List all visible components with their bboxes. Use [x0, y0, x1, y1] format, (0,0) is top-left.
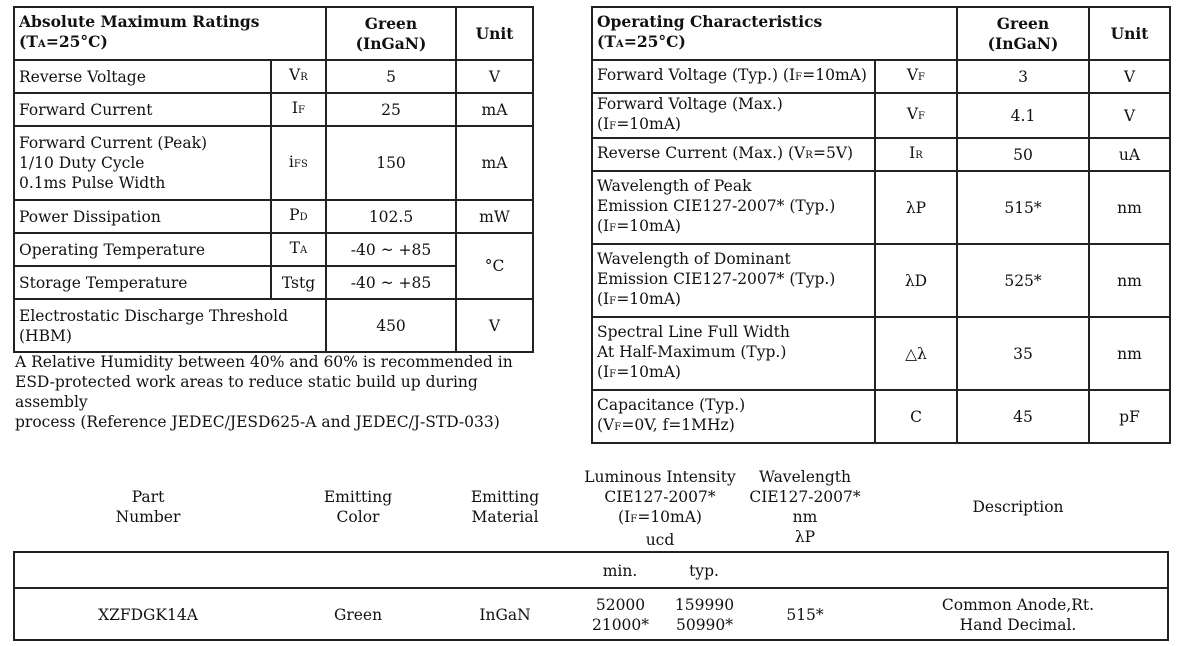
table-row: Wavelength of Peak Emission CIE127-2007* (Typ.) (IF=10mA) λP 515* nm: [592, 171, 1170, 244]
row-divider: [13, 551, 1169, 553]
wavelength-value: 515*: [786, 606, 824, 624]
absolute-max-ratings-table: [13, 6, 534, 353]
header-min: min.: [602, 562, 638, 580]
header-part-number: Part Number: [115, 488, 181, 526]
description: Common Anode,Rt. Hand Decimal.: [941, 596, 1095, 634]
table-row: Storage Temperature Tstg -40 ~ +85: [14, 266, 533, 299]
table-row: Capacitance (Typ.) (VF=0V, f=1MHz) C 45 pF: [592, 390, 1170, 443]
table-row: Electrostatic Discharge Threshold (HBM) 450 V: [14, 299, 533, 352]
table-row: Forward Voltage (Max.) (IF=10mA) VF 4.1 V: [592, 93, 1170, 138]
emitting-material: InGaN: [479, 606, 531, 624]
table-row: Power Dissipation PD 102.5 mW: [14, 200, 533, 233]
luminous-typ: 159990 50990*: [674, 596, 735, 634]
row-divider: [13, 587, 1169, 589]
header-description: Description: [972, 498, 1064, 516]
table-row: Wavelength of Dominant Emission CIE127-2007* (Typ.) (IF=10mA) λD 525* nm: [592, 244, 1170, 317]
table-row: Reverse Voltage VR 5 V: [14, 60, 533, 93]
opc-unit-header: Unit: [1089, 7, 1170, 60]
esd-note: A Relative Humidity between 40% and 60% is recommended in ESD-protected work areas to reduce static build up during assembly process (Reference JEDEC/JESD625-A and JEDEC/J-STD-033): [15, 353, 513, 431]
table-right-border: [1167, 551, 1169, 641]
opc-title: Operating Characteristics (TA=25°C): [592, 7, 957, 60]
header-emitting-material: Emitting Material: [470, 488, 540, 526]
emitting-color: Green: [333, 606, 383, 624]
header-luminous-intensity: Luminous Intensity CIE127-2007* (IF=10mA) ucd: [584, 468, 736, 549]
operating-characteristics-table: [591, 6, 1171, 444]
header-emitting-color: Emitting Color: [323, 488, 393, 526]
part-number: XZFDGK14A: [98, 606, 198, 624]
table-row: Spectral Line Full Width At Half-Maximum (Typ.) (IF=10mA) △λ 35 nm: [592, 317, 1170, 390]
header-typ: typ.: [689, 562, 719, 580]
amr-green-header: Green (InGaN): [326, 7, 456, 60]
table-bottom-border: [13, 639, 1169, 641]
table-row: Operating Temperature TA -40 ~ +85 °C: [14, 233, 533, 266]
table-row: Forward Current IF 25 mA: [14, 93, 533, 126]
amr-title: Absolute Maximum Ratings (TA=25°C): [14, 7, 326, 60]
table-left-border: [13, 551, 15, 641]
table-row: Forward Voltage (Typ.) (IF=10mA) VF 3 V: [592, 60, 1170, 93]
part-number-table: [13, 465, 1169, 645]
header-wavelength: Wavelength CIE127-2007* nm λP: [749, 468, 861, 546]
table-row: Forward Current (Peak) 1/10 Duty Cycle 0.1ms Pulse Width iFS 150 mA: [14, 126, 533, 200]
table-row: Reverse Current (Max.) (VR=5V) IR 50 uA: [592, 138, 1170, 171]
luminous-min: 52000 21000*: [591, 596, 650, 634]
opc-green-header: Green (InGaN): [957, 7, 1089, 60]
amr-unit-header: Unit: [456, 7, 533, 60]
